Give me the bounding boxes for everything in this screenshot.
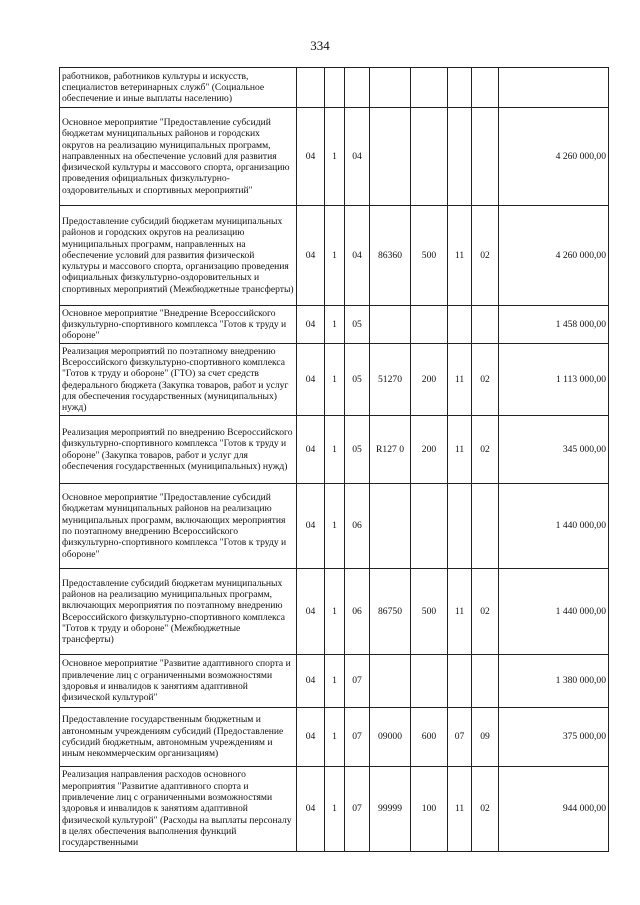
table-row <box>60 767 609 852</box>
code-program: 04 <box>297 416 325 484</box>
code-direction: 86750 <box>370 569 411 655</box>
code-subsection <box>472 655 499 708</box>
code-expense-type: 200 <box>411 416 448 484</box>
code-direction: 99999 <box>370 767 411 852</box>
code-expense-type: 200 <box>411 344 448 416</box>
code-program: 04 <box>297 708 325 767</box>
code-program: 04 <box>297 108 325 206</box>
code-expense-type <box>411 108 448 206</box>
table-row <box>60 708 609 767</box>
code-program: 04 <box>297 767 325 852</box>
code-section: 11 <box>448 206 472 306</box>
table-row <box>60 306 609 344</box>
code-program: 04 <box>297 344 325 416</box>
row-amount: 4 260 000,00 <box>499 206 609 306</box>
code-direction: 09000 <box>370 708 411 767</box>
code-event <box>345 68 370 108</box>
row-description: Реализация мероприятий по поэтапному внедрению Всероссийского физкультурно-спортивного комплекса "Готов к труду и обороне" (ГТО) за счет средств федерального бюджета (Закупка товаров, работ и услуг для обеспечения государственных (муниципальных) нужд) <box>60 344 297 416</box>
code-section: 07 <box>448 708 472 767</box>
code-section: 11 <box>448 767 472 852</box>
code-section <box>448 655 472 708</box>
code-event: 05 <box>345 306 370 344</box>
code-program: 04 <box>297 569 325 655</box>
code-subprogram: 1 <box>325 344 345 416</box>
row-description: Предоставление субсидий бюджетам муниципальных районов на реализацию муниципальных программ, включающих мероприятия по поэтапному внедрению Всероссийского физкультурно-спортивного комплекса "Готов к труду и обороне" (Межбюджетные трансферты) <box>60 569 297 655</box>
row-amount: 1 380 000,00 <box>499 655 609 708</box>
code-expense-type <box>411 484 448 569</box>
code-section <box>448 484 472 569</box>
table-row <box>60 569 609 655</box>
code-event: 06 <box>345 569 370 655</box>
row-amount: 345 000,00 <box>499 416 609 484</box>
code-subsection <box>472 108 499 206</box>
code-event: 06 <box>345 484 370 569</box>
row-description: работников, работников культуры и искусств, специалистов ветеринарных служб" (Социальное обеспечение и иные выплаты населению) <box>60 68 297 108</box>
row-amount: 944 000,00 <box>499 767 609 852</box>
table-row <box>60 416 609 484</box>
table-row <box>60 206 609 306</box>
code-subprogram: 1 <box>325 206 345 306</box>
table-row <box>60 68 609 108</box>
code-expense-type: 100 <box>411 767 448 852</box>
row-amount: 1 440 000,00 <box>499 569 609 655</box>
code-event: 07 <box>345 767 370 852</box>
code-event: 04 <box>345 206 370 306</box>
code-direction <box>370 108 411 206</box>
code-program: 04 <box>297 306 325 344</box>
code-event: 05 <box>345 344 370 416</box>
code-direction <box>370 68 411 108</box>
code-event: 07 <box>345 655 370 708</box>
row-description: Предоставление государственным бюджетным и автономным учреждениям субсидий (Предоставление субсидий бюджетным, автономным учреждениям и иным некоммерческим организациям) <box>60 708 297 767</box>
table-body <box>60 68 609 852</box>
code-program <box>297 68 325 108</box>
code-expense-type: 500 <box>411 206 448 306</box>
code-subprogram: 1 <box>325 416 345 484</box>
table-row <box>60 108 609 206</box>
code-direction: R127 0 <box>370 416 411 484</box>
table-row <box>60 344 609 416</box>
code-subsection <box>472 306 499 344</box>
code-expense-type: 500 <box>411 569 448 655</box>
row-amount: 375 000,00 <box>499 708 609 767</box>
code-event: 04 <box>345 108 370 206</box>
code-subsection: 09 <box>472 708 499 767</box>
code-expense-type <box>411 68 448 108</box>
code-program: 04 <box>297 655 325 708</box>
code-event: 05 <box>345 416 370 484</box>
code-expense-type: 600 <box>411 708 448 767</box>
code-section <box>448 68 472 108</box>
row-amount <box>499 68 609 108</box>
budget-table <box>59 67 609 852</box>
code-program: 04 <box>297 484 325 569</box>
row-description: Основное мероприятие "Предоставление субсидий бюджетам муниципальных районов и городских округов на реализацию муниципальных программ, направленных на обеспечение условий для развития физической культуры и массового спорта, организацию проведения официальных физкультурно-оздоровительных и спортивных мероприятий" <box>60 108 297 206</box>
row-description: Основное мероприятие "Развитие адаптивного спорта и привлечение лиц с ограниченными возможностями здоровья и инвалидов к занятиям адаптивной физической культурой" <box>60 655 297 708</box>
code-subsection: 02 <box>472 416 499 484</box>
row-amount: 1 458 000,00 <box>499 306 609 344</box>
code-expense-type <box>411 655 448 708</box>
code-subsection: 02 <box>472 569 499 655</box>
code-subsection <box>472 68 499 108</box>
code-direction <box>370 655 411 708</box>
code-section: 11 <box>448 416 472 484</box>
page-number: 334 <box>310 38 330 53</box>
code-subsection: 02 <box>472 344 499 416</box>
code-direction: 51270 <box>370 344 411 416</box>
row-amount: 1 113 000,00 <box>499 344 609 416</box>
code-direction: 86360 <box>370 206 411 306</box>
code-program: 04 <box>297 206 325 306</box>
row-amount: 4 260 000,00 <box>499 108 609 206</box>
row-description: Основное мероприятие "Внедрение Всероссийского физкультурно-спортивного комплекса "Готов к труду и обороне" <box>60 306 297 344</box>
table-row <box>60 484 609 569</box>
code-section: 11 <box>448 569 472 655</box>
code-section <box>448 306 472 344</box>
code-subprogram: 1 <box>325 767 345 852</box>
table-row <box>60 655 609 708</box>
code-subprogram: 1 <box>325 306 345 344</box>
code-direction <box>370 306 411 344</box>
row-amount: 1 440 000,00 <box>499 484 609 569</box>
row-description: Предоставление субсидий бюджетам муниципальных районов и городских округов на реализацию муниципальных программ, направленных на обеспечение условий для развития физической культуры и массового спорта, организацию проведения официальных физкультурно-оздоровительных и спортивных мероприятий (Межбюджетные трансферты) <box>60 206 297 306</box>
code-direction <box>370 484 411 569</box>
code-subprogram: 1 <box>325 108 345 206</box>
code-subprogram <box>325 68 345 108</box>
code-subsection: 02 <box>472 767 499 852</box>
row-description: Реализация мероприятий по внедрению Всероссийского физкультурно-спортивного комплекса "Готов к труду и обороне" (Закупка товаров, работ и услуг для обеспечения государственных (муниципальных) нужд) <box>60 416 297 484</box>
code-section: 11 <box>448 344 472 416</box>
code-subprogram: 1 <box>325 569 345 655</box>
code-subsection: 02 <box>472 206 499 306</box>
row-description: Реализация направления расходов основного мероприятия "Развитие адаптивного спорта и привлечение лиц с ограниченными возможностями здоровья и инвалидов к занятиям адаптивной физической культурой" (Расходы на выплаты персоналу в целях обеспечения выполнения функций государственными <box>60 767 297 852</box>
code-subsection <box>472 484 499 569</box>
code-event: 07 <box>345 708 370 767</box>
code-subprogram: 1 <box>325 484 345 569</box>
code-expense-type <box>411 306 448 344</box>
code-subprogram: 1 <box>325 655 345 708</box>
code-subprogram: 1 <box>325 708 345 767</box>
code-section <box>448 108 472 206</box>
row-description: Основное мероприятие "Предоставление субсидий бюджетам муниципальных районов на реализацию муниципальных программ, включающих мероприятия по поэтапному внедрению Всероссийского физкультурно-спортивного комплекса "Готов к труду и обороне" <box>60 484 297 569</box>
